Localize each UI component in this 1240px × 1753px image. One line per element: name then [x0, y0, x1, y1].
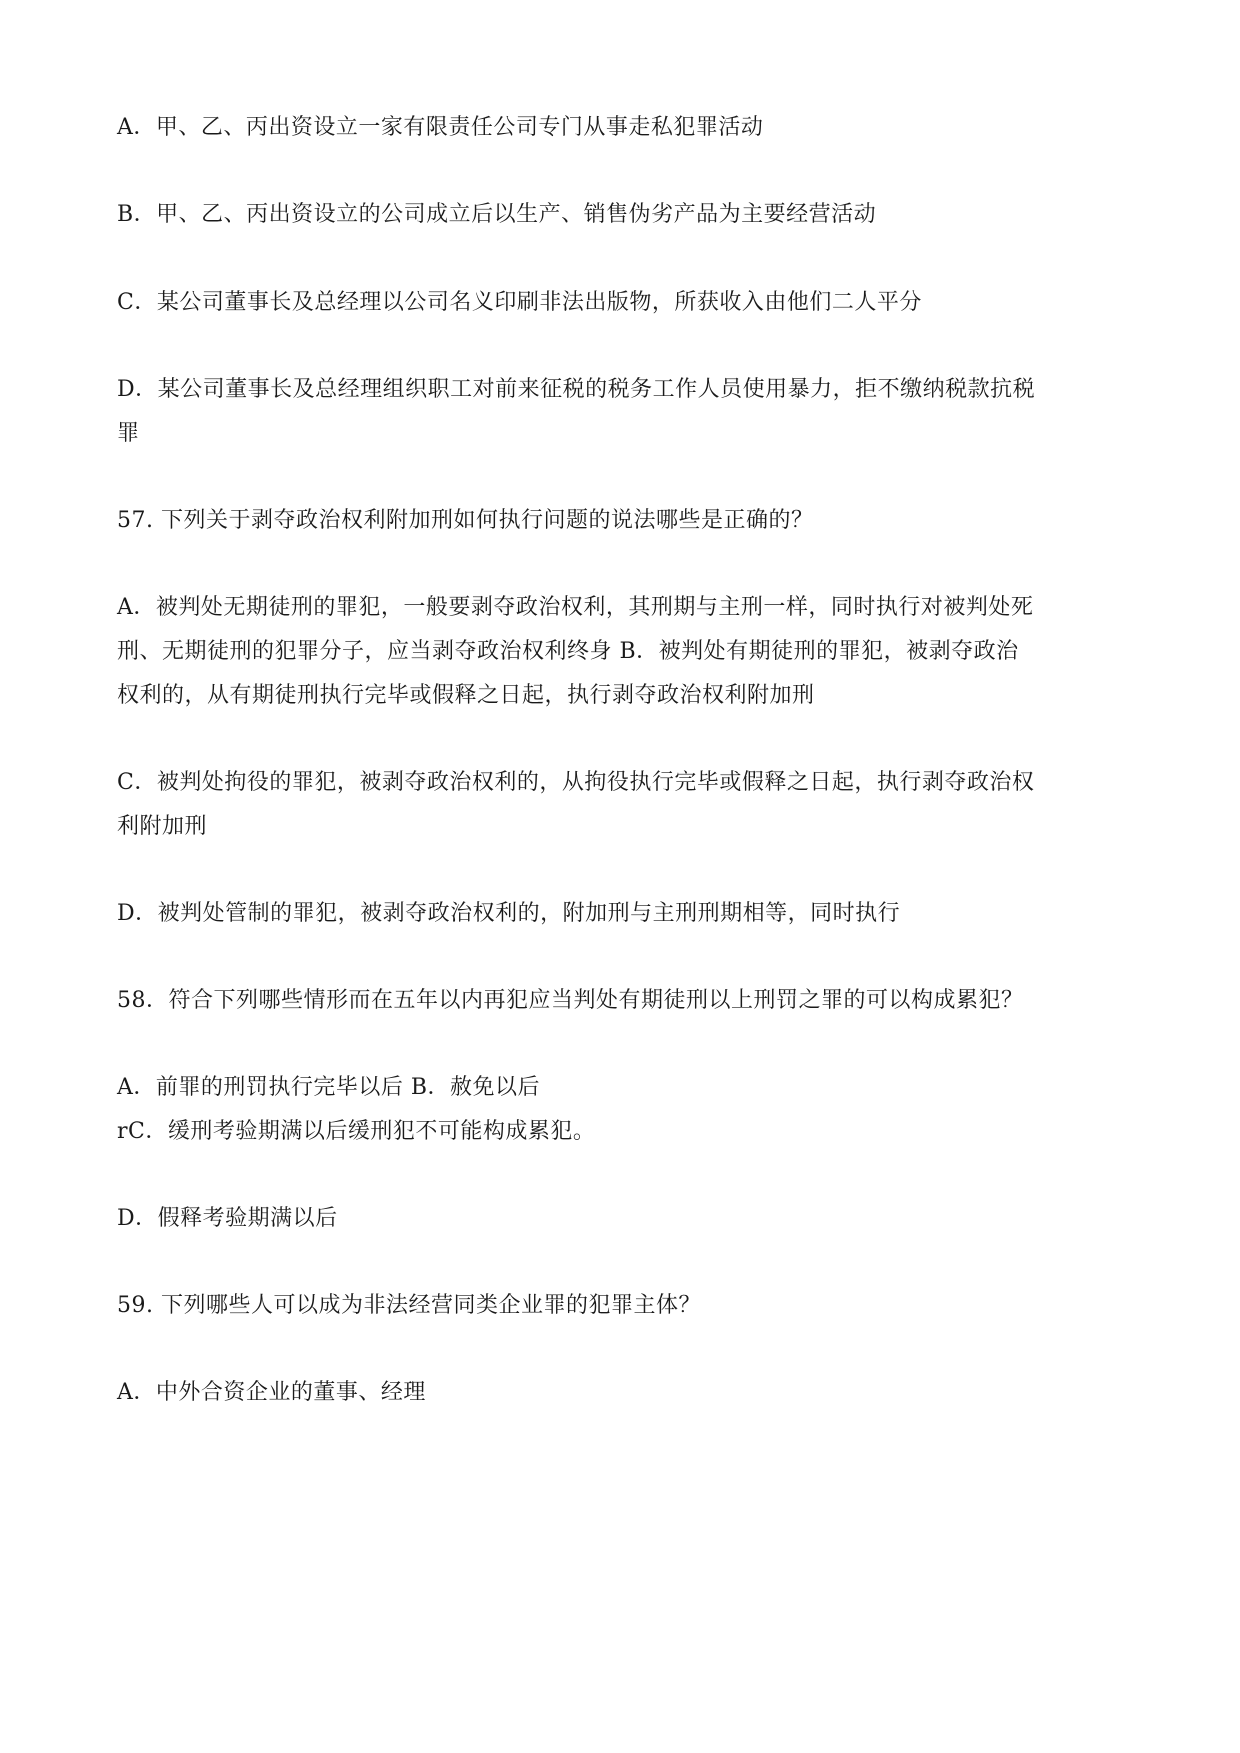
- question-58-text: 58．符合下列哪些情形而在五年以内再犯应当判处有期徒刑以上刑罚之罪的可以构成累犯？: [117, 988, 1024, 1013]
- q58-option-a-b-text: A．前罪的刑罚执行完毕以后 B．赦免以后: [117, 1075, 541, 1100]
- q57-option-c-text: C．被判处拘役的罪犯，被剥夺政治权利的，从拘役执行完毕或假释之日起，执行剥夺政治权: [117, 770, 1035, 795]
- q57-option-b-text-line2: 权利的，从有期徒刑执行完毕或假释之日起，执行剥夺政治权利附加刑: [117, 683, 815, 708]
- question-57-text: 57. 下列关于剥夺政治权利附加刑如何执行问题的说法哪些是正确的？: [117, 508, 814, 533]
- option-a-text: A．甲、乙、丙出资设立一家有限责任公司专门从事走私犯罪活动: [117, 115, 764, 140]
- option-c-text: C．某公司董事长及总经理以公司名义印刷非法出版物，所获收入由他们二人平分: [117, 290, 922, 315]
- q58-option-c-text: rC．缓刑考验期满以后缓刑犯不可能构成累犯。: [117, 1119, 596, 1144]
- q57-option-c-text-continued: 利附加刑: [117, 814, 208, 839]
- option-d-text: D．某公司董事长及总经理组织职工对前来征税的税务工作人员使用暴力，拒不缴纳税款抗税: [117, 377, 1036, 402]
- question-59-text: 59. 下列哪些人可以成为非法经营同类企业罪的犯罪主体？: [117, 1293, 701, 1318]
- q59-option-a-text: A．中外合资企业的董事、经理: [117, 1380, 426, 1405]
- q57-option-a-text-line2: 刑、无期徒刑的犯罪分子，应当剥夺政治权利终身 B．被判处有期徒刑的罪犯，被剥夺政治: [117, 639, 1019, 664]
- q58-option-d-text: D．假释考验期满以后: [117, 1206, 338, 1231]
- option-d-text-continued: 罪: [117, 421, 140, 446]
- q57-option-d-text: D．被判处管制的罪犯，被剥夺政治权利的，附加刑与主刑刑期相等，同时执行: [117, 901, 901, 926]
- q57-option-a-text: A．被判处无期徒刑的罪犯，一般要剥夺政治权利，其刑期与主刑一样，同时执行对被判处死: [117, 595, 1034, 620]
- option-b-text: B．甲、乙、丙出资设立的公司成立后以生产、销售伪劣产品为主要经营活动: [117, 202, 877, 227]
